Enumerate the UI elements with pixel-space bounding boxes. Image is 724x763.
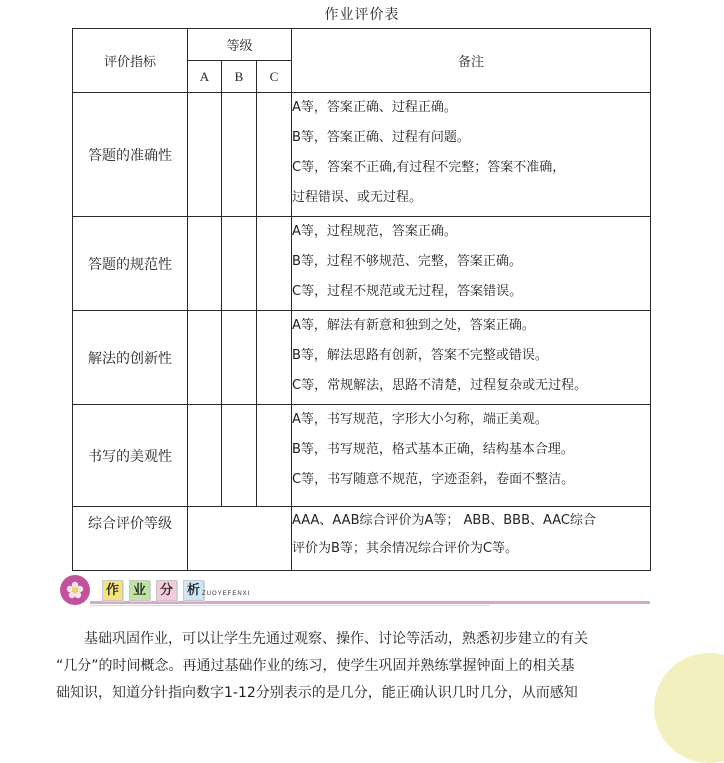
flower-icon (60, 575, 90, 605)
summary-grade-cell (188, 507, 292, 571)
grade-cell-c (257, 405, 292, 507)
summary-notes (292, 507, 651, 571)
table-row (73, 93, 651, 217)
grade-cell-a (188, 217, 222, 311)
note-line: C等，常规解法，思路不清楚，过程复杂或无过程。 (292, 378, 588, 393)
header-notes: 备注 (292, 29, 651, 93)
note-line: 评价为B等；其余情况综合评价为C等。 (292, 541, 519, 556)
paragraph-line: 础知识，知道分针指向数字1-12分别表示的是几分，能正确认识几时几分，从而感知 (56, 685, 578, 701)
grade-cell-a (188, 93, 222, 217)
banner-char: 作 (102, 580, 123, 601)
note-line: B等，过程不够规范、完整，答案正确。 (292, 254, 522, 269)
note-line: C等，过程不规范或无过程，答案错误。 (292, 284, 523, 299)
banner-title (102, 580, 204, 601)
evaluation-table (72, 28, 651, 571)
note-line: B等，答案正确、过程有问题。 (292, 130, 470, 145)
row-notes (292, 93, 651, 217)
row-notes (292, 405, 651, 507)
banner-char: 析 (183, 580, 204, 601)
table-row (73, 311, 651, 405)
row-indicator: 解法的创新性 (73, 311, 188, 405)
row-notes (292, 311, 651, 405)
paragraph-line: 基础巩固作业，可以让学生先通过观察、操作、讨论等活动，熟悉初步建立的有关 (84, 631, 588, 647)
header-grade: 等级 (188, 29, 292, 61)
grade-cell-c (257, 93, 292, 217)
header-grade-b: B (222, 61, 257, 93)
grade-cell-a (188, 405, 222, 507)
grade-cell-b (222, 217, 257, 311)
grade-cell-a (188, 311, 222, 405)
row-notes (292, 217, 651, 311)
table-header-row (73, 29, 651, 61)
banner-divider (90, 601, 650, 604)
note-line: A等，书写规范，字形大小匀称，端正美观。 (292, 412, 548, 427)
row-indicator: 书写的美观性 (73, 405, 188, 507)
banner-pinyin: ZUOYEFENXI (202, 591, 251, 597)
note-line: 过程错误、或无过程。 (292, 190, 423, 205)
section-banner (58, 574, 658, 608)
header-grade-c: C (257, 61, 292, 93)
row-indicator: 答题的准确性 (73, 93, 188, 217)
table-row (73, 405, 651, 507)
note-line: C等，答案不正确,有过程不完整；答案不准确， (292, 160, 566, 175)
note-line: C等，书写随意不规范，字迹歪斜，卷面不整洁。 (292, 472, 575, 487)
header-indicator: 评价指标 (73, 29, 188, 93)
grade-cell-c (257, 217, 292, 311)
note-line: A等，答案正确、过程正确。 (292, 100, 457, 115)
banner-divider-thin (90, 605, 490, 606)
page-title: 作业评价表 (324, 7, 400, 23)
note-line: B等，解法思路有创新，答案不完整或错误。 (292, 348, 548, 363)
note-line: B等，书写规范，格式基本正确，结构基本合理。 (292, 442, 574, 457)
summary-row (73, 507, 651, 571)
banner-char: 分 (156, 580, 177, 601)
row-indicator: 答题的规范性 (73, 217, 188, 311)
note-line: AAA、AAB综合评价为A等； ABB、BBB、AAC综合 (292, 513, 596, 528)
grade-cell-b (222, 93, 257, 217)
analysis-paragraph (56, 626, 666, 707)
banner-char: 业 (129, 580, 150, 601)
summary-indicator: 综合评价等级 (73, 507, 188, 571)
grade-cell-c (257, 311, 292, 405)
note-line: A等，过程规范，答案正确。 (292, 224, 457, 239)
header-grade-a: A (188, 61, 222, 93)
note-line: A等，解法有新意和独到之处，答案正确。 (292, 318, 535, 333)
table-row (73, 217, 651, 311)
paragraph-line: “几分”的时间概念。再通过基础作业的练习，使学生巩固并熟练掌握钟面上的相关基 (56, 658, 575, 674)
grade-cell-b (222, 405, 257, 507)
grade-cell-b (222, 311, 257, 405)
